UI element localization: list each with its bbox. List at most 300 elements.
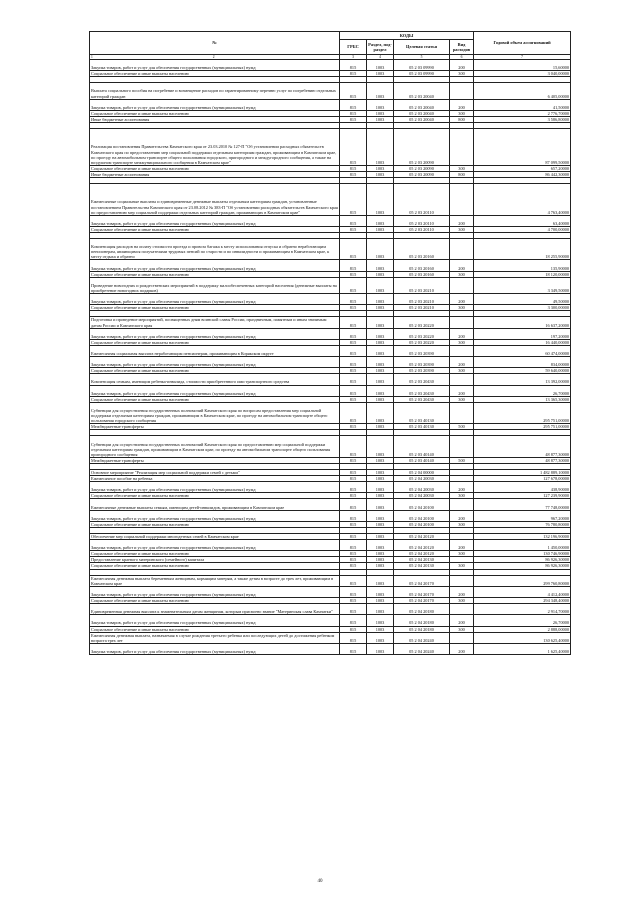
row-name-cell: Социальное обеспечение и иные выплаты населению [90,226,340,232]
row-vr-cell: 200 [450,260,474,271]
row-csr-cell: 05 2 03 09990 [394,71,450,77]
table-row [90,317,571,328]
row-razdel-cell: 1003 [367,99,394,110]
row-name-cell: Выплата социального пособия на погребение и возмещение расходов по гарантированному перечню услуг по погребению отдельных категорий граждан [90,83,340,99]
row-vr-cell: 200 [450,540,474,551]
row-vr-cell [450,604,474,615]
table-row [90,643,571,654]
row-name-cell: Социальное обеспечение и иные выплаты населению [90,339,340,345]
row-amount-cell: 967,20000 [474,510,571,521]
row-vr-cell: 800 [450,171,474,177]
row-amount-cell: 294 348,40000 [474,598,571,604]
column-number-cell: 4 [367,55,394,60]
row-grbs-cell: 815 [340,482,367,493]
row-csr-cell: 05 2 03 20040 [394,110,450,116]
row-razdel-cell: 1003 [367,71,394,77]
table-row [90,239,571,260]
row-csr-cell: 05 2 03 40140 [394,457,450,463]
row-csr-cell: 05 2 03 40130 [394,424,450,430]
row-grbs-cell: 815 [340,328,367,339]
row-csr-cell: 05 2 04 00000 [394,469,450,475]
table-row [90,83,571,99]
row-vr-cell: 500 [450,457,474,463]
row-razdel-cell: 1003 [367,598,394,604]
row-amount-cell: 48 877,30000 [474,457,571,463]
table-row [90,328,571,339]
row-grbs-cell: 815 [340,271,367,277]
row-vr-cell: 300 [450,396,474,402]
row-csr-cell: 05 2 04 20120 [394,551,450,557]
row-razdel-cell: 1003 [367,129,394,166]
row-vr-cell: 300 [450,493,474,499]
row-amount-cell: 2 776,70000 [474,110,571,116]
row-grbs-cell: 815 [340,575,367,586]
table-row [90,129,571,166]
row-csr-cell: 05 2 04 20170 [394,598,450,604]
row-razdel-cell: 1003 [367,551,394,557]
row-vr-cell [450,345,474,356]
row-razdel-cell: 1003 [367,575,394,586]
row-razdel-cell: 1003 [367,499,394,510]
column-number: 1 [91,55,93,59]
column-number-cell: 7 [474,55,571,60]
row-grbs-cell: 815 [340,165,367,171]
row-csr-cell: 05 2 03 20430 [394,396,450,402]
row-name-cell: Подготовка и проведение мероприятий, посвященных дням воинской славы России, праздничным, памятным и иным значимым датам России и Камчатского края [90,317,340,328]
row-csr-cell: 05 2 03 20110 [394,226,450,232]
row-csr-cell: 05 2 03 20210 [394,305,450,311]
row-razdel-cell: 1003 [367,277,394,293]
row-amount-cell: 4 412,40000 [474,586,571,597]
row-grbs-cell: 815 [340,424,367,430]
row-razdel-cell: 1003 [367,116,394,122]
row-name-cell: Закупка товаров, работ и услуг для обеспечения государственных (муниципальных) нужд [90,215,340,226]
row-vr-cell [450,184,474,216]
row-amount-cell: 48 877,30000 [474,436,571,457]
row-csr-cell: 05 2 03 20040 [394,99,450,110]
row-amount-cell: 87 099,50000 [474,129,571,166]
row-razdel-cell: 1003 [367,184,394,216]
row-amount-cell: 86 442,30000 [474,171,571,177]
row-csr-cell: 05 2 03 20220 [394,339,450,345]
row-csr-cell: 05 2 03 20160 [394,271,450,277]
row-csr-cell: 05 2 03 20110 [394,215,450,226]
row-name-cell: Иные бюджетные ассигнования [90,171,340,177]
row-vr-cell: 200 [450,357,474,368]
row-razdel-cell: 1003 [367,643,394,654]
row-name-cell: Закупка товаров, работ и услуг для обеспечения государственных (муниципальных) нужд [90,99,340,110]
table-row [90,632,571,643]
row-grbs-cell: 815 [340,586,367,597]
row-grbs-cell: 815 [340,171,367,177]
row-grbs-cell: 815 [340,357,367,368]
row-amount-cell: 295 751,00000 [474,402,571,423]
row-name-cell: Социальное обеспечение и иные выплаты населению [90,563,340,569]
row-amount-cell: 18 120,00000 [474,271,571,277]
row-grbs-cell: 815 [340,632,367,643]
row-razdel-cell: 1003 [367,540,394,551]
row-razdel-cell: 1003 [367,215,394,226]
row-razdel-cell: 1003 [367,436,394,457]
table-row [90,402,571,423]
row-csr-cell: 05 2 04 20180 [394,604,450,615]
row-vr-cell [450,402,474,423]
row-amount-cell: 127 678,00000 [474,476,571,482]
row-grbs-cell: 815 [340,493,367,499]
row-grbs-cell: 815 [340,215,367,226]
row-name-cell: Единовременная денежная выплата к знаменательным датам женщинам, которым присвоено звание "Материнская слава Камчатки" [90,604,340,615]
row-csr-cell: 05 2 03 20040 [394,83,450,99]
row-amount-cell: 86 926,30000 [474,563,571,569]
row-grbs-cell: 815 [340,71,367,77]
row-csr-cell: 05 2 03 20430 [394,385,450,396]
row-amount-cell: 59 640,00000 [474,368,571,374]
row-razdel-cell: 1003 [367,271,394,277]
row-csr-cell: 05 2 03 20160 [394,260,450,271]
row-razdel-cell: 1003 [367,328,394,339]
row-name-cell: Закупка товаров, работ и услуг для обеспечения государственных (муниципальных) нужд [90,385,340,396]
row-grbs-cell: 815 [340,60,367,71]
row-vr-cell: 300 [450,271,474,277]
row-amount-cell: 127 239,90000 [474,493,571,499]
row-csr-cell: 05 2 03 20160 [394,239,450,260]
row-vr-cell: 300 [450,598,474,604]
row-vr-cell [450,239,474,260]
table-row [90,294,571,305]
row-vr-cell: 300 [450,563,474,569]
row-grbs-cell: 815 [340,184,367,216]
row-csr-cell: 05 2 04 20030 [394,476,450,482]
column-number-cell: 3 [340,55,367,60]
row-razdel-cell: 1003 [367,534,394,540]
row-amount-cell: 135,90000 [474,260,571,271]
row-amount-cell: 13 392,00000 [474,374,571,385]
page-number: 40 [317,879,323,884]
row-csr-cell: 05 2 03 20220 [394,317,450,328]
row-csr-cell: 05 2 03 20220 [394,328,450,339]
row-grbs-cell: 815 [340,129,367,166]
row-grbs-cell: 815 [340,469,367,475]
table-row [90,586,571,597]
row-grbs-cell: 815 [340,277,367,293]
row-razdel-cell: 1003 [367,521,394,527]
row-vr-cell: 300 [450,626,474,632]
row-razdel-cell: 1003 [367,305,394,311]
row-razdel-cell: 1003 [367,402,394,423]
header-razdel: Раздел, под-раздел [367,40,394,55]
row-razdel-cell: 1003 [367,165,394,171]
row-name-cell: Ежемесячная денежная выплата беременным женщинам, кормящим матерям, а также детям в возрасте до трех лет, проживающим в Камчатском крае [90,575,340,586]
row-amount-cell: 3 586,80000 [474,116,571,122]
row-razdel-cell: 1003 [367,226,394,232]
row-csr-cell: 05 2 03 40130 [394,402,450,423]
row-grbs-cell: 815 [340,521,367,527]
row-amount-cell: 49,50000 [474,294,571,305]
row-csr-cell: 05 2 03 40140 [394,436,450,457]
row-name-cell: Обеспечение мер социальной поддержки многодетных семей в Камчатском крае [90,534,340,540]
row-name-cell: Межбюджетные трансферты [90,424,340,430]
row-amount-cell: 2 888,00000 [474,626,571,632]
row-razdel-cell: 1003 [367,493,394,499]
row-csr-cell: 05 2 03 20390 [394,345,450,356]
row-grbs-cell: 815 [340,534,367,540]
row-name-cell: Социальное обеспечение и иные выплаты населению [90,396,340,402]
budget-table [89,31,571,655]
row-razdel-cell: 1003 [367,83,394,99]
row-name-cell: Компенсация семьям, имеющим ребенка-инвалида, стоимости приобретенного ими транспортного средства [90,374,340,385]
row-name-cell: Социальное обеспечение и иные выплаты населению [90,551,340,557]
row-name-cell: Социальное обеспечение и иные выплаты населению [90,110,340,116]
row-vr-cell: 200 [450,615,474,626]
row-csr-cell: 05 2 04 20240 [394,632,450,643]
row-amount-cell: 2 914,70000 [474,604,571,615]
row-name-cell: Реализация постановления Правительства Камчатского края от 23.03.2010 № 127-П "Об установлении расходных обязательств Камчатского края по предоставлению мер социальной поддержки отдельным категориям граждан, проживающим в Камчатском крае, по проезду на автомобильном транспорте общего пользования городского, пригородного и междугородного сообщения, а также на воздушном транспорте межмуниципального сообщения в Камчатском крае" [90,129,340,166]
row-razdel-cell: 1003 [367,482,394,493]
row-vr-cell: 200 [450,60,474,71]
row-razdel-cell: 1003 [367,345,394,356]
row-razdel-cell: 1003 [367,557,394,563]
row-vr-cell [450,436,474,457]
row-name-cell: Субвенции для осуществления государственных полномочий Камчатского края по предоставлению мер социальной поддержки отдельным категориям граждан, проживающим в Камчатском крае, по проезду на автомобильном транспорте общего пользования пригородного сообщения [90,436,340,457]
row-amount-cell: 41,50000 [474,99,571,110]
row-grbs-cell: 815 [340,457,367,463]
row-vr-cell: 300 [450,226,474,232]
row-razdel-cell: 1003 [367,294,394,305]
row-name-cell: Закупка товаров, работ и услуг для обеспечения государственных (муниципальных) нужд [90,540,340,551]
row-vr-cell [450,374,474,385]
table-row [90,615,571,626]
row-grbs-cell: 815 [340,305,367,311]
table-row [90,575,571,586]
row-amount-cell: 4 700,00000 [474,226,571,232]
table-row [90,385,571,396]
row-vr-cell: 300 [450,368,474,374]
row-razdel-cell: 1003 [367,604,394,615]
table-row [90,540,571,551]
row-csr-cell: 05 2 04 20170 [394,575,450,586]
row-csr-cell: 05 2 04 20180 [394,626,450,632]
row-name-cell: Закупка товаров, работ и услуг для обеспечения государственных (муниципальных) нужд [90,482,340,493]
row-amount-cell: 657,20000 [474,165,571,171]
row-name-cell: Ежемесячная денежная выплата, назначаемая в случае рождения третьего ребенка или последующих детей до достижения ребенком возраста трех лет [90,632,340,643]
row-name-cell: Межбюджетные трансферты [90,457,340,463]
row-amount-cell: 197,20000 [474,328,571,339]
row-amount-cell: 77 748,00000 [474,499,571,510]
table-row [90,215,571,226]
row-vr-cell: 200 [450,294,474,305]
row-vr-cell: 200 [450,510,474,521]
row-csr-cell: 05 2 04 20120 [394,540,450,551]
row-amount-cell: 295 751,00000 [474,424,571,430]
row-csr-cell: 05 2 03 20390 [394,368,450,374]
row-name-cell: Закупка товаров, работ и услуг для обеспечения государственных (муниципальных) нужд [90,260,340,271]
row-vr-cell [450,317,474,328]
row-amount-cell: 16 637,20000 [474,317,571,328]
row-grbs-cell: 815 [340,615,367,626]
row-grbs-cell: 815 [340,116,367,122]
row-name-cell: Закупка товаров, работ и услуг для обеспечения государственных (муниципальных) нужд [90,615,340,626]
table-body [90,60,571,655]
row-grbs-cell: 815 [340,260,367,271]
row-amount-cell: 3 040,00000 [474,71,571,77]
row-grbs-cell: 815 [340,626,367,632]
row-vr-cell: 300 [450,165,474,171]
row-vr-cell: 200 [450,482,474,493]
row-vr-cell [450,277,474,293]
row-csr-cell: 05 2 03 20090 [394,171,450,177]
table-row [90,482,571,493]
row-amount-cell: 6 405,00000 [474,83,571,99]
row-csr-cell: 05 2 04 20100 [394,521,450,527]
table-row [90,357,571,368]
header-csr: Целевая статья [394,40,450,55]
row-amount-cell: 1 625,40000 [474,643,571,654]
row-grbs-cell: 815 [340,345,367,356]
row-grbs-cell: 815 [340,557,367,563]
row-amount-cell: 13 365,30000 [474,396,571,402]
row-vr-cell: 300 [450,71,474,77]
table-row [90,260,571,271]
row-vr-cell: 300 [450,551,474,557]
row-name-cell: Социальное обеспечение и иные выплаты населению [90,521,340,527]
row-amount-cell: 16 440,00000 [474,339,571,345]
table-row [90,604,571,615]
row-csr-cell: 05 2 03 20210 [394,277,450,293]
row-name-cell: Закупка товаров, работ и услуг для обеспечения государственных (муниципальных) нужд [90,294,340,305]
row-grbs-cell: 815 [340,110,367,116]
row-amount-cell: 86 926,30000 [474,557,571,563]
row-grbs-cell: 815 [340,476,367,482]
row-grbs-cell: 815 [340,226,367,232]
row-vr-cell: 200 [450,385,474,396]
row-name-cell: Социальное обеспечение и иные выплаты населению [90,626,340,632]
row-grbs-cell: 815 [340,294,367,305]
row-razdel-cell: 1003 [367,510,394,521]
column-number-cell: 5 [394,55,450,60]
row-vr-cell: 800 [450,116,474,122]
table-row [90,345,571,356]
row-grbs-cell: 815 [340,563,367,569]
row-grbs-cell: 815 [340,598,367,604]
row-vr-cell: 300 [450,110,474,116]
row-vr-cell: 200 [450,586,474,597]
row-vr-cell [450,83,474,99]
row-razdel-cell: 1003 [367,476,394,482]
row-name-cell: Субвенции для осуществления государственных полномочий Камчатского края по вопросам предоставления мер социальной поддержки отдельным категориям граждан, проживающим в Камчатском крае, по проезду на автомобильном транспорте общего пользования городского сообщения [90,402,340,423]
row-name-cell: Социальное обеспечение и иные выплаты населению [90,165,340,171]
row-amount-cell: 834,00000 [474,357,571,368]
row-vr-cell: 500 [450,424,474,430]
table-row [90,374,571,385]
row-grbs-cell: 815 [340,540,367,551]
row-name-cell: Ежемесячные социальные выплаты и единовременные денежные выплаты отдельным категориям граждан, установленные постановлением Правительства Камчатского края от 23.08.2012 № 383-П "Об установлении расходных обязательств Камчатского края по предоставлению мер социальной поддержки отдельных категорий граждан, проживающих в Камчатском крае" [90,184,340,216]
row-name-cell: Компенсация расходов на оплату стоимости проезда и провоза багажа к месту использования отпуска и обратно неработающим пенсионерам, являющимся получателями трудовых пенсий по старости и по инвалидности и проживающим в Камчатском крае, к месту отдыха и обратно [90,239,340,260]
row-amount-cell: 18 255,90000 [474,239,571,260]
table-row [90,436,571,457]
row-name-cell: Закупка товаров, работ и услуг для обеспечения государственных (муниципальных) нужд [90,586,340,597]
row-razdel-cell: 1003 [367,110,394,116]
table-row [90,184,571,216]
row-vr-cell [450,499,474,510]
row-grbs-cell: 815 [340,396,367,402]
row-razdel-cell: 1003 [367,632,394,643]
row-vr-cell: 200 [450,643,474,654]
row-razdel-cell: 1003 [367,374,394,385]
row-amount-cell: 26,70000 [474,385,571,396]
row-vr-cell: 200 [450,99,474,110]
row-amount-cell: 26,70000 [474,615,571,626]
row-razdel-cell: 1003 [367,563,394,569]
row-razdel-cell: 1003 [367,424,394,430]
row-name-cell: Социальное обеспечение и иные выплаты населению [90,598,340,604]
row-grbs-cell: 815 [340,317,367,328]
row-grbs-cell: 815 [340,374,367,385]
table-row [90,499,571,510]
row-amount-cell: 1 482 889,10000 [474,469,571,475]
row-csr-cell: 05 2 04 20170 [394,586,450,597]
row-name-cell: Социальное обеспечение и иные выплаты населению [90,493,340,499]
header-codes: КОДЫ [340,32,474,40]
row-name-cell: Предоставление краевого материнского (семейного) капитала [90,557,340,563]
row-csr-cell: 05 2 03 20430 [394,374,450,385]
row-razdel-cell: 1003 [367,457,394,463]
row-grbs-cell: 815 [340,436,367,457]
row-name-cell: Социальное обеспечение и иные выплаты населению [90,71,340,77]
row-razdel-cell: 1003 [367,368,394,374]
row-csr-cell: 05 2 03 20090 [394,165,450,171]
row-grbs-cell: 815 [340,510,367,521]
row-csr-cell: 05 2 03 20090 [394,129,450,166]
row-name-cell: Проведение новогодних и рождественских мероприятий в поддержку малообеспеченных категорий населения (денежные выплаты на приобретение новогодних подарков) [90,277,340,293]
table-row [90,277,571,293]
row-grbs-cell: 815 [340,83,367,99]
row-vr-cell [450,129,474,166]
row-amount-cell: 130 746,90000 [474,551,571,557]
row-amount-cell: 3 349,50000 [474,277,571,293]
row-csr-cell: 05 2 03 20390 [394,357,450,368]
row-razdel-cell: 1003 [367,615,394,626]
row-amount-cell: 4 763,40000 [474,184,571,216]
row-amount-cell: 60 474,00000 [474,345,571,356]
row-razdel-cell: 1003 [367,626,394,632]
row-csr-cell: 05 2 04 20030 [394,482,450,493]
row-grbs-cell: 815 [340,368,367,374]
row-amount-cell: 76 780,80000 [474,521,571,527]
header-grbs: ГРБС [340,40,367,55]
row-razdel-cell: 1003 [367,339,394,345]
row-amount-cell: 438,90000 [474,482,571,493]
row-grbs-cell: 815 [340,499,367,510]
row-grbs-cell: 815 [340,99,367,110]
row-name-cell: Социальное обеспечение и иные выплаты населению [90,368,340,374]
row-razdel-cell: 1003 [367,60,394,71]
header-vr: Вид расходов [450,40,474,55]
row-amount-cell: 132 196,90000 [474,534,571,540]
row-csr-cell: 05 2 03 20040 [394,116,450,122]
header-amount: Годовой объем ассигнований [474,32,571,55]
row-razdel-cell: 1003 [367,385,394,396]
row-name-cell: Закупка товаров, работ и услуг для обеспечения государственных (муниципальных) нужд [90,510,340,521]
row-razdel-cell: 1003 [367,357,394,368]
row-vr-cell: 200 [450,215,474,226]
column-number-cell: 6 [450,55,474,60]
row-csr-cell: 05 2 04 20240 [394,643,450,654]
row-razdel-cell: 1003 [367,260,394,271]
row-csr-cell: 05 2 03 20210 [394,294,450,305]
row-name-cell: Закупка товаров, работ и услуг для обеспечения государственных (муниципальных) нужд [90,357,340,368]
row-csr-cell: 05 2 04 20100 [394,510,450,521]
row-razdel-cell: 1003 [367,586,394,597]
